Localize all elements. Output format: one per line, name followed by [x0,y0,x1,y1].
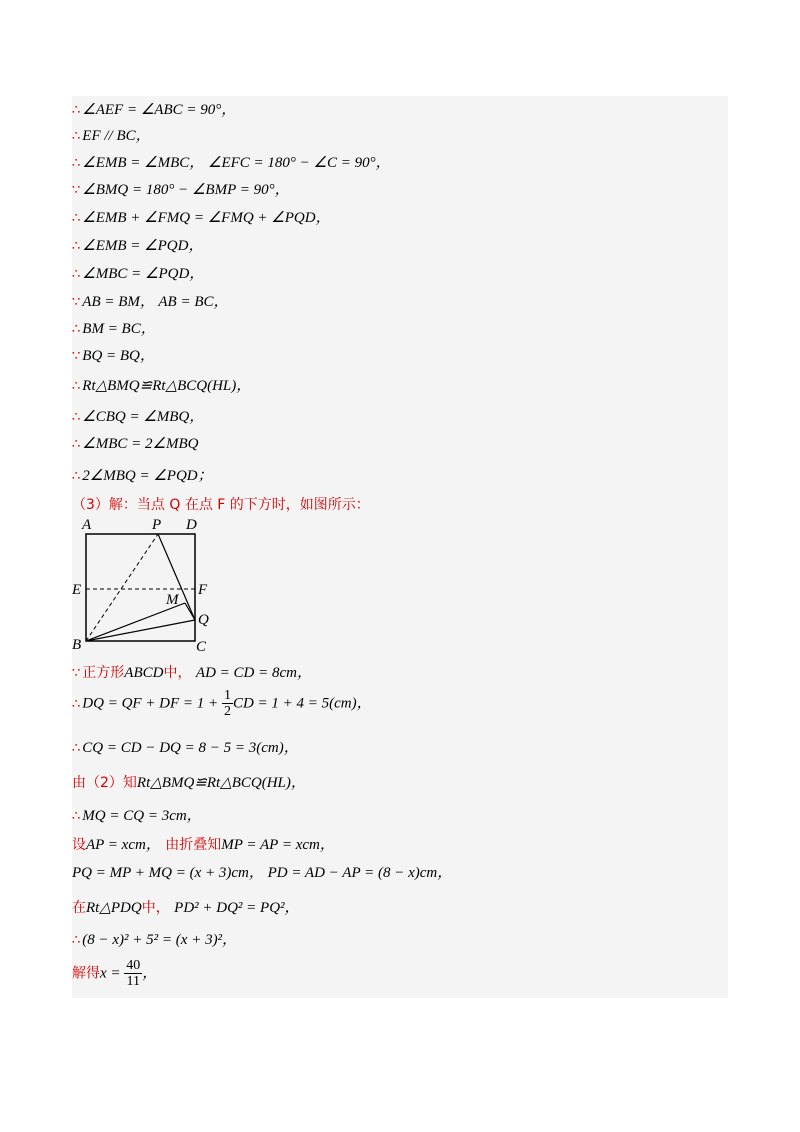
label-p: P [152,517,162,533]
solution-line [72,688,372,719]
segment-bq [86,620,195,641]
proof-line [72,151,391,172]
because-symbol: ∵ [72,295,81,310]
solution-line [72,896,300,917]
proof-line [72,98,236,119]
solution-math: x = [100,965,125,982]
therefore-symbol: ∴ [72,379,81,394]
therefore-symbol: ∴ [72,809,81,824]
therefore-symbol: ∴ [72,469,81,484]
solution-zh: 在 [72,900,86,916]
proof-text: ∠MBC = 2∠MBQ [82,436,199,452]
solution-line [72,861,452,882]
therefore-symbol: ∴ [72,741,81,756]
solution-panel [72,96,728,998]
solution-math: (8 − x)² + 5² = (x + 3)²， [82,932,238,948]
solution-line [72,958,157,989]
segment-bm [86,603,185,641]
solution-math: ， [142,965,158,982]
solution-math: AP = xcm， [86,837,161,853]
solution-math: PQ = MP + MQ = (x + 3)cm， PD = AD − AP = (8 − x)cm， [72,865,453,881]
solution-line [72,833,335,854]
solution-math: DQ = QF + DF = 1 + [82,695,222,712]
therefore-symbol: ∴ [72,211,81,226]
proof-text: ∠EMB + ∠FMQ = ∠FMQ + ∠PQD， [82,210,331,226]
therefore-symbol: ∴ [72,267,81,282]
proof-line [72,262,204,283]
solution-math: Rt△PDQ [86,900,142,916]
label-d: D [186,517,197,533]
part3-heading [72,494,370,514]
therefore-symbol: ∴ [72,322,81,337]
solution-line [72,771,306,792]
solution-zh: 由折叠知 [165,837,222,853]
proof-text: EF // BC， [82,128,151,144]
proof-line [72,124,151,145]
solution-math: MQ = CQ = 3cm， [82,808,202,824]
fraction-one-half [222,688,233,719]
solution-line [72,928,237,949]
proof-text: BQ = BQ， [82,348,155,364]
solution-line [72,661,312,682]
therefore-symbol: ∴ [72,933,81,948]
square-figure [72,516,217,654]
therefore-symbol: ∴ [72,437,81,452]
proof-line [72,344,155,365]
solution-zh: 解得 [72,965,100,982]
therefore-symbol: ∴ [72,696,81,712]
solution-math: CD = 1 + 4 = 5(cm)， [232,695,372,712]
dashed-line-bp [86,534,158,641]
label-c: C [196,639,207,654]
therefore-symbol: ∴ [72,239,81,254]
label-q: Q [198,612,209,628]
proof-text: ∠MBC = ∠PQD， [82,266,205,282]
proof-text: Rt△BMQ≌Rt△BCQ(HL)， [82,378,252,394]
fraction-forty-elevenths [124,958,142,989]
label-m: M [166,592,179,608]
proof-text: ∠BMQ = 180° − ∠BMP = 90°， [82,182,290,198]
therefore-symbol: ∴ [72,156,81,171]
proof-line [72,374,251,395]
segment-mq [185,603,195,620]
proof-line [72,234,203,255]
label-e: E [72,582,82,598]
therefore-symbol: ∴ [72,410,81,425]
solution-line [72,736,299,757]
fraction-numerator: 1 [223,688,231,703]
square-abcd [86,534,195,641]
therefore-symbol: ∴ [72,129,81,144]
proof-line [72,206,331,227]
therefore-symbol: ∴ [72,103,81,118]
proof-line [72,434,198,453]
proof-line [72,405,204,426]
label-f: F [198,582,208,598]
solution-zh: 设 [72,837,86,853]
proof-text: BM = BC， [82,321,156,337]
solution-math: CQ = CD − DQ = 8 − 5 = 3(cm)， [82,740,299,756]
proof-text: AB = BM， AB = BC， [82,294,229,310]
solution-math: AD = CD = 8cm， [195,665,312,681]
solution-math: ABCD [124,665,164,681]
solution-zh: 中， [141,900,170,916]
proof-text: ∠EMB = ∠MBC， ∠EFC = 180° − ∠C = 90°， [82,155,391,171]
fraction-denominator: 2 [223,704,231,719]
solution-zh: 中， [163,665,192,681]
proof-text: ∠EMB = ∠PQD， [82,238,204,254]
solution-math: MP = AP = xcm， [221,837,335,853]
because-symbol: ∵ [72,666,81,681]
fraction-numerator: 40 [126,958,141,973]
proof-line [72,464,213,485]
label-b: B [72,637,82,653]
label-a: A [82,517,92,533]
proof-line [72,178,290,199]
solution-math: Rt△BMQ≌Rt△BCQ(HL)， [136,775,306,791]
because-symbol: ∵ [72,349,81,364]
proof-line [72,290,228,311]
fraction-denominator: 11 [126,974,141,989]
solution-zh: 正方形 [82,665,125,681]
proof-text: ∠CBQ = ∠MBQ， [82,409,205,425]
part3-heading-text: （3）解：当点 Q 在点 F 的下方时，如图所示： [72,497,370,513]
solution-zh: 由（2）知 [72,775,137,791]
proof-text: 2∠MBQ = ∠PQD； [82,468,213,484]
solution-math: PD² + DQ² = PQ²， [174,900,300,916]
proof-text: ∠AEF = ∠ABC = 90°， [82,102,237,118]
proof-line [72,317,156,338]
because-symbol: ∵ [72,183,81,198]
solution-line [72,804,202,825]
